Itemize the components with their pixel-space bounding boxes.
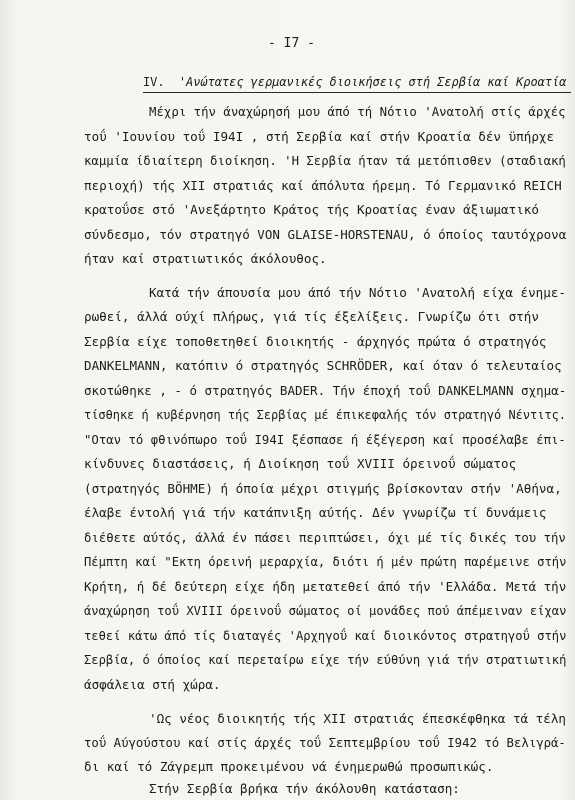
text-line: σύνδεσμο, τόν στρατηγό VON GLAISE-HORSTENAU, ό όποίος ταυτόχρονα <box>84 227 567 242</box>
text-line: δι καί τό Ζάγρεμπ προκειμένου νά ένημερωθώ προσωπικώς. <box>84 759 494 774</box>
text-line: Στήν Σερβία βρήκα τήν άκόλουθη κατάσταση: <box>149 781 460 796</box>
section-numeral: IV. <box>143 74 165 89</box>
text-line: Μέχρι τήν άναχώρησή μου άπό τή Νότιο 'Ανατολή στίς άρχές <box>149 104 566 119</box>
text-line: Σερβία, ό όποίος καί περεταίρω είχε τήν εύθύνη γιά τήν στρατιωτική <box>84 652 567 667</box>
text-line: καμμία ίδιαίτερη διοίκηση. 'Η Σερβία ήταν τά μετόπισθεν (σταδιακή <box>84 153 566 168</box>
text-line: Πέμπτη καί "Εκτη όρεινή μεραρχία, διότι ή μέν πρώτη παρέμεινε στήν <box>84 554 567 569</box>
text-line: τοΰ Αύγούστου καί στίς άρχές τοΰ Σεπτεμβρίου τοΰ I942 τό Βελιγρά- <box>84 735 566 750</box>
text-line: περιοχή) τής XII στρατιάς καί άπόλυτα ήρεμη. Τό Γερμανικό REICH <box>84 178 562 193</box>
text-line: ρωθεί, άλλά ούχί πλήρως, γιά τίς έξελίξεις. Γνωρίζω ότι στήν <box>84 309 539 324</box>
text-line: έλαβε έντολή γιά τήν κατάπνιξη αύτής. Δέν γνωρίζω τί δυνάμεις <box>84 505 547 520</box>
text-line: τεθεί κάτω άπό τίς διαταγές 'Αρχηγοΰ καί διοικόντος στρατηγοΰ στήν <box>84 628 567 643</box>
section-title: 'Ανώτατες γερμανικές διοικήσεις στή Σερβία καί Κροατία <box>178 74 567 89</box>
text-line: τίσθηκε ή κυβέρνηση τής Σερβίας μέ έπικεφαλής τόν στρατηγό Νέντιτς. <box>84 407 566 422</box>
text-line: "Οταν τό φθινόπωρο τοΰ I94I ξέσπασε ή έξέγερση καί προσέλαβε έπι- <box>84 432 566 447</box>
text-line: διέθετε αύτός, άλλά έν πάσει περιπτώσει, όχι μέ τίς δικές του τήν <box>84 530 566 545</box>
text-line: ήταν καί στρατιωτικός άκόλουθος. <box>84 251 327 266</box>
text-line: άσφάλεια στή χώρα. <box>84 677 221 692</box>
text-line: κρατοΰσε στό 'Ανεξάρτητο Κράτος τής Κροατίας έναν άξιωματικό <box>84 202 539 217</box>
text-line: σκοτώθηκε , - ό στρατηγός BADER. Τήν έποχή τοΰ DANKELMANN σχημα- <box>84 383 567 398</box>
text-line: DANKELMANN, κατόπιν ό στρατηγός SCHRÖDER, καί όταν ό τελευταίος <box>84 358 562 373</box>
text-line: (στρατηγός BÖHME) ή όποία μέχρι στιγμής βρίσκονταν στήν 'Αθήνα, <box>84 481 562 496</box>
text-line: Κρήτη, ή δέ δεύτερη είχε ήδη μετατεθεί άπό τήν 'Ελλάδα. Μετά τήν <box>84 579 567 594</box>
text-line: 'Ως νέος διοικητής τής XII στρατιάς έπεσκέφθηκα τά τέλη <box>149 711 567 726</box>
text-line: άναχώρηση τοΰ XVIII όρεινοΰ σώματος οί μονάδες πού άπέμειναν είχαν <box>84 603 567 618</box>
heading-underline <box>143 92 571 93</box>
section-heading <box>143 74 566 89</box>
text-line: Κατά τήν άπουσία μου άπό τήν Νότιο 'Ανατολή είχα ένημε- <box>149 285 567 300</box>
text-line: κίνδυνες διαστάσεις, ή Διοίκηση τοΰ XVIII όρεινοΰ σώματος <box>84 456 517 471</box>
page-number: - I7 - <box>268 36 315 51</box>
text-line: Σερβία είχε τοποθετηθεί διοικητής - άρχηγός πρώτα ό στρατηγός <box>84 334 547 349</box>
text-line: τοΰ 'Ιουνίου τοΰ I94I , στή Σερβία καί στήν Κροατία δέν ϋπήρχε <box>84 129 555 144</box>
